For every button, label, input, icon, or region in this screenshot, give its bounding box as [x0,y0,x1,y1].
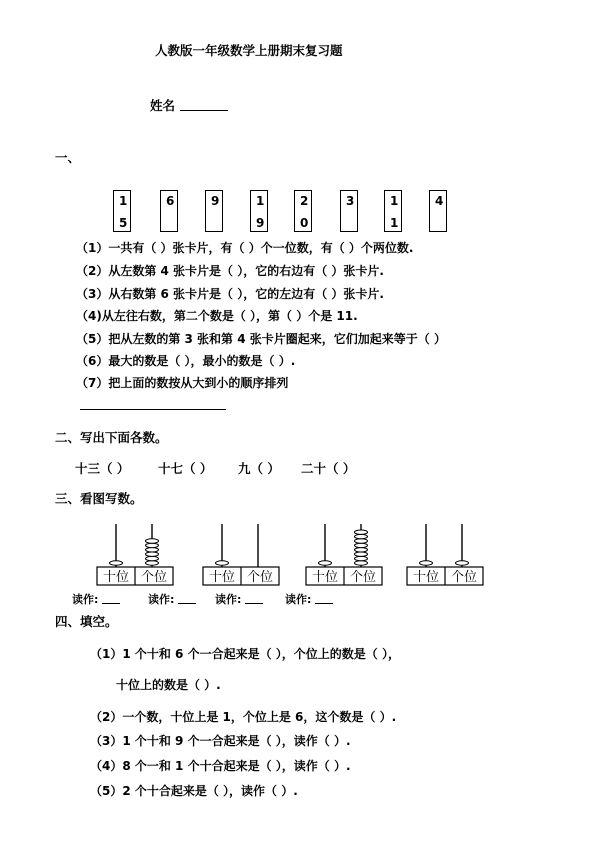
read-as-blank[interactable] [178,593,196,604]
abacus-bead [355,561,368,565]
card-digit: 5 [119,216,128,230]
question-1-6: （6）最大的数是（ ），最小的数是（ ）. [76,354,296,368]
ones-label: 个位 [140,570,168,585]
section3-heading: 三、看图写数。 [55,491,143,506]
card-digit: 1 [390,194,399,208]
number-card [384,190,402,232]
write-number-item: 十三（ ） [75,461,130,476]
abacus-bead [146,561,159,565]
number-card [160,190,178,232]
abacus [305,520,385,590]
tens-label: 十位 [208,570,236,585]
abacus-bead [319,561,332,565]
card-digit: 1 [390,216,399,230]
read-as-label: 读作: [215,591,263,607]
card-digit: 1 [119,194,128,208]
card-digit: 6 [166,194,175,208]
abacus-bead [355,534,368,538]
write-number-item: 九（ ） [238,461,280,476]
question-1-4: （4)从左往右数，第二个数是（ ），第（ ）个是 11. [76,309,358,323]
question-4-2: （2）一个数，十位上是 1，个位上是 6，这个数是（ ）. [90,710,397,724]
name-blank-line[interactable] [180,110,228,111]
write-number-item: 十七（ ） [158,461,213,476]
abacus [202,520,282,590]
abacus-bead [146,543,159,547]
card-digit: 3 [346,194,355,208]
question-1-3: （3）从右数第 6 张卡片是（ ），它的左边有（ ）张卡片. [76,287,384,301]
read-as-blank[interactable] [245,593,263,604]
ones-label: 个位 [450,570,478,585]
abacus [406,520,486,590]
abacus-bead [456,561,469,565]
read-as-blank[interactable] [102,593,120,604]
abacus-bead [355,539,368,543]
abacus-bead [216,561,229,565]
abacus-bead [355,530,368,534]
number-card [205,190,223,232]
card-digit: 0 [300,216,309,230]
abacus [96,520,176,590]
card-digit: 1 [256,194,265,208]
question-4-1: （1）1 个十和 6 个一合起来是（ ），个位上的数是（ ）， [90,647,400,661]
section2-heading: 二、写出下面各数。 [55,430,168,445]
question-4-1-cont: 十位上的数是（ ）. [116,678,221,692]
abacus-bead [146,552,159,556]
question-1-2: （2）从左数第 4 张卡片是（ ），它的右边有（ ）张卡片. [76,264,384,278]
section4-heading: 四、填空。 [55,614,118,629]
page-title: 人教版一年级数学上册期末复习题 [155,43,343,58]
question-4-5: （5）2 个十合起来是（ ），读作（ ）. [90,784,298,798]
tens-label: 十位 [311,570,339,585]
abacus-bead [420,561,433,565]
abacus-bead [146,539,159,543]
abacus-bead [355,556,368,560]
question-1-5: （5）把从左数的第 3 张和第 4 张卡片圈起来，它们加起来等于（ ） [76,332,446,346]
number-card [294,190,312,232]
tens-label: 十位 [412,570,440,585]
read-as-blank[interactable] [315,593,333,604]
name-label: 姓名 [150,98,176,113]
read-as-label: 读作: [72,591,120,607]
ones-label: 个位 [246,570,274,585]
card-digit: 2 [300,194,309,208]
tens-label: 十位 [102,570,130,585]
ones-label: 个位 [349,570,377,585]
question-1-7: （7）把上面的数按从大到小的顺序排列 [76,376,289,390]
read-as-label: 读作: [285,591,333,607]
question-4-4: （4）8 个一和 1 个十合起来是（ ），读作（ ）. [90,759,351,773]
number-card [113,190,131,232]
number-card [340,190,358,232]
read-as-label: 读作: [148,591,196,607]
number-card [250,190,268,232]
card-digit: 9 [256,216,265,230]
abacus-bead [355,548,368,552]
abacus-bead [355,552,368,556]
abacus-bead [110,561,123,565]
abacus-bead [146,548,159,552]
write-number-item: 二十（ ） [301,461,356,476]
answer-line[interactable] [80,409,226,410]
section1-heading: 一、 [55,150,81,165]
abacus-bead [355,543,368,547]
card-digit: 9 [211,194,220,208]
card-digit: 4 [435,194,444,208]
abacus-bead [146,556,159,560]
number-card [429,190,447,232]
question-1-1: （1）一共有（ ）张卡片，有（ ）个一位数，有（ ）个两位数. [76,241,414,255]
question-4-3: （3）1 个十和 9 个一合起来是（ ），读作（ ）. [90,734,351,748]
